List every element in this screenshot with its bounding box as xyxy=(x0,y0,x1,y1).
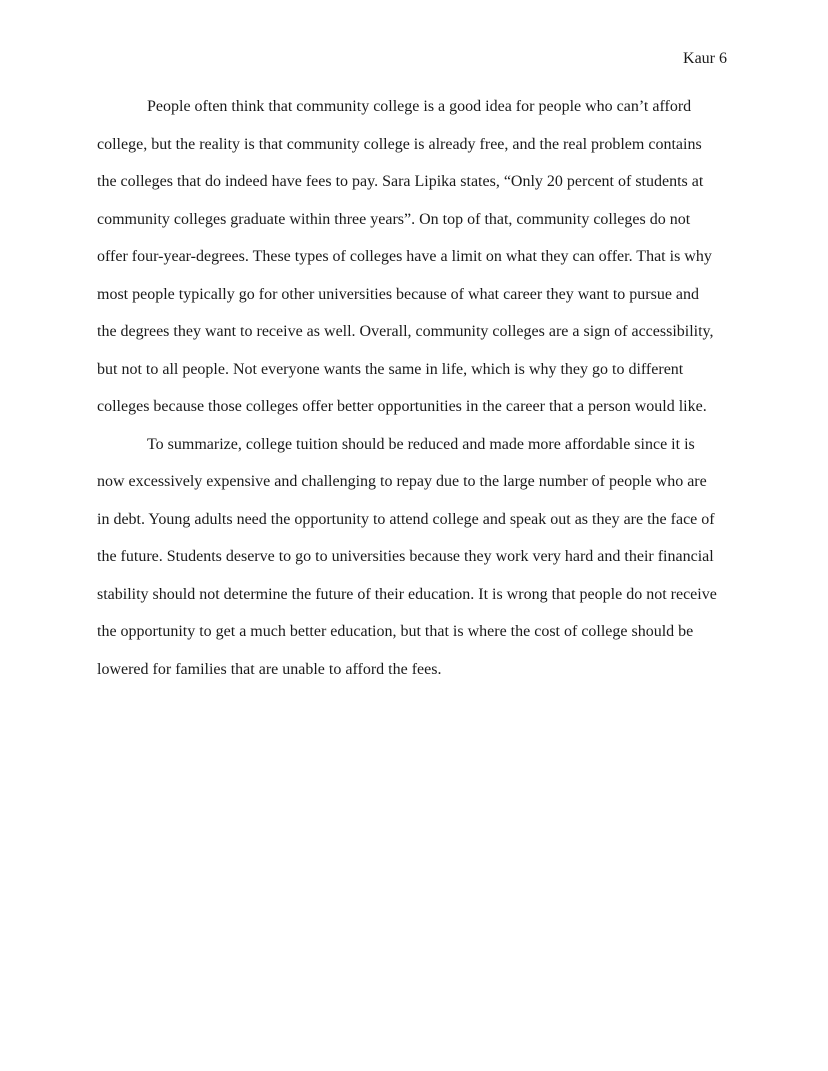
paragraph-line: offer four-year-degrees. These types of colleges have a limit on what they can offer. That is why xyxy=(97,248,712,265)
paragraph-1 xyxy=(97,96,737,434)
paragraph-line: the degrees they want to receive as well. Overall, community colleges are a sign of accessibility, xyxy=(97,323,714,340)
paragraph-line: most people typically go for other universities because of what career they want to pursue and xyxy=(97,285,700,303)
paragraph-line: in debt. Young adults need the opportunity to attend college and speak out as they are the face of xyxy=(97,510,715,528)
paragraph-line: community colleges graduate within three years”. On top of that, community colleges do not xyxy=(97,210,691,228)
running-head: Kaur 6 xyxy=(683,50,727,67)
paragraph-line: the future. Students deserve to go to universities because they work very hard and their financial xyxy=(97,548,714,565)
paragraph-line: People often think that community college is a good idea for people who can’t afford xyxy=(147,98,692,115)
paragraph-line: college, but the reality is that community college is already free, and the real problem contains xyxy=(97,135,702,153)
paragraph-line: stability should not determine the future of their education. It is wrong that people do not receive xyxy=(97,585,717,603)
body-text xyxy=(97,96,737,696)
paragraph-line: now excessively expensive and challenging to repay due to the large number of people who are xyxy=(97,473,707,490)
paragraph-line: the opportunity to get a much better education, but that is where the cost of college should be xyxy=(97,623,694,640)
paragraph-line: the colleges that do indeed have fees to pay. Sara Lipika states, “Only 20 percent of students at xyxy=(97,173,704,190)
paragraph-line: but not to all people. Not everyone wants the same in life, which is why they go to different xyxy=(97,360,684,378)
paragraph-2 xyxy=(97,434,737,697)
paragraph-line: colleges because those colleges offer better opportunities in the career that a person would like. xyxy=(97,398,707,415)
paragraph-line: lowered for families that are unable to afford the fees. xyxy=(97,660,442,678)
paragraph-line: To summarize, college tuition should be reduced and made more affordable since it is xyxy=(147,435,695,453)
